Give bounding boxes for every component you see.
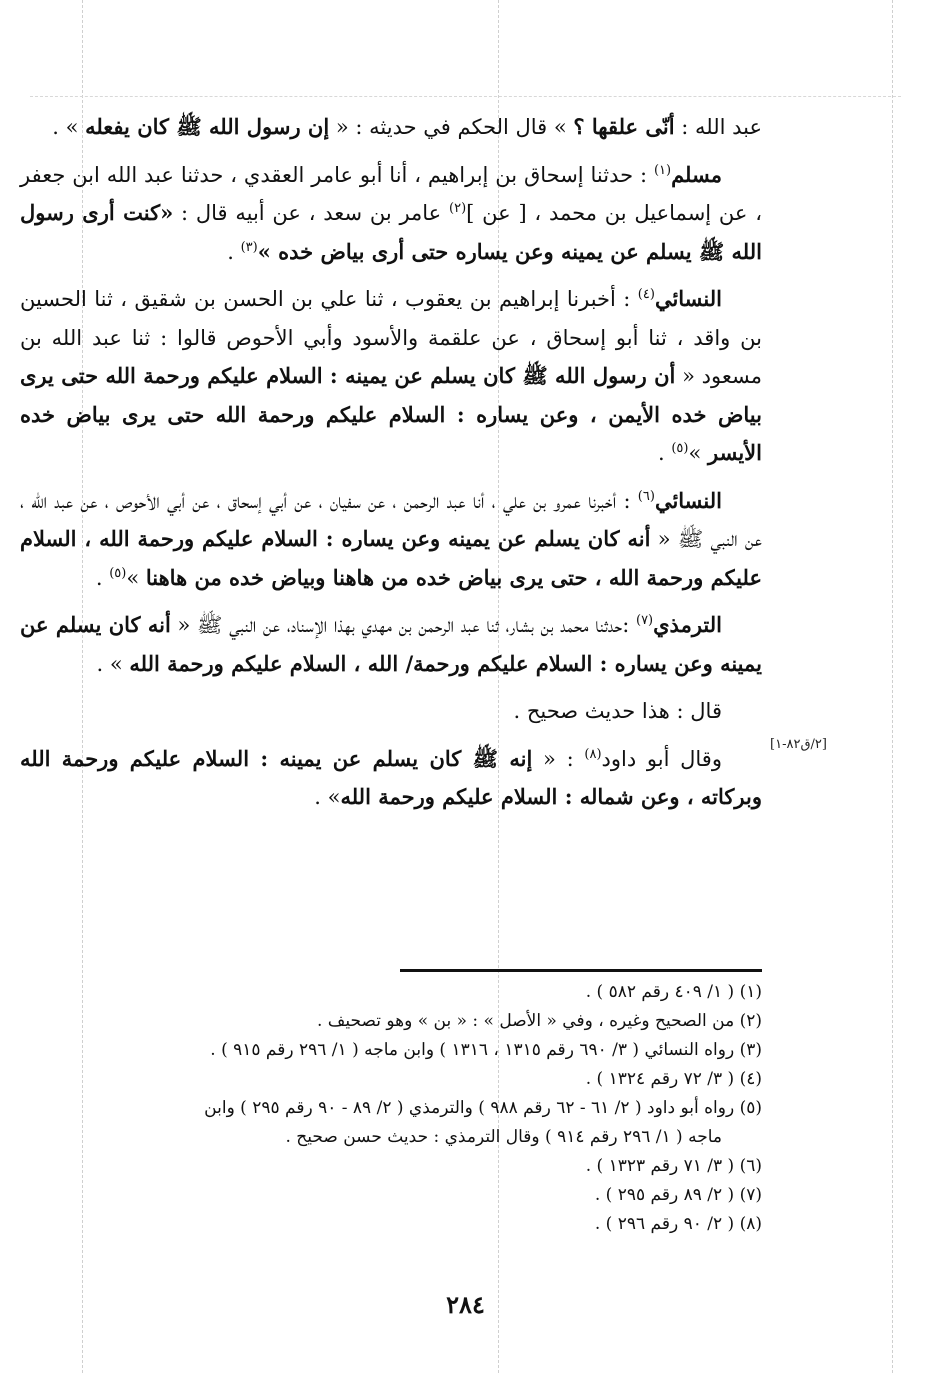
- footnote: (٢) من الصحيح وغيره ، وفي « الأصل » : « بن » وهو تصحيف .: [316, 1011, 762, 1031]
- scan-guide-line: [30, 96, 901, 97]
- footnote-ref: (٤): [637, 287, 655, 302]
- footnote: (٨) ( ٢/ ٩٠ رقم ٢٩٦ ) .: [594, 1214, 762, 1234]
- paragraph-tirmidhi-grade: قال : هذا حديث صحيح .: [513, 699, 722, 723]
- footnote: (١) ( ١/ ٤٠٩ رقم ٥٨٢ ) .: [585, 982, 762, 1002]
- footnote: (٧) ( ٢/ ٨٩ رقم ٢٩٥ ) .: [594, 1185, 762, 1205]
- scan-guide-line: [892, 0, 893, 1373]
- paragraph-abu-dawud: وقال أبو داود$^{(٨)}$ : « إنه ﷺ كان يسلم عن يمينه : السلام عليكم ورحمة الله وبركاته ، وعن شماله : السلام عليكم ورحمة الله» .: [20, 745, 762, 809]
- manuscript-folio-marker: [٢/ق٨٢-١]: [770, 737, 827, 752]
- paragraph-1: عبد الله : أنّى علقها ؟ » قال الحكم في حديثه : « إن رسول الله ﷺ كان يفعله » .: [52, 114, 762, 139]
- page-number: ٢٨٤: [446, 1290, 485, 1319]
- footnotes: [20, 978, 762, 1239]
- paragraph-muslim: مسلم$^{(١)}$ : حدثنا إسحاق بن إبراهيم ، أنا أبو عامر العقدي ، حدثنا عبد الله ابن جعفر ، عن إسماعيل بن محمد ، [ عن ]$^{(٢)}$ عامر بن سعد ، عن أبيه قال : «كنت أرى رسول الله ﷺ يسلم عن يمينه وعن يساره حتى أرى بياض خده »$^{(٣)}$ .: [20, 161, 762, 264]
- footnote-ref: (٢): [449, 201, 467, 216]
- footnote: (٦) ( ٣/ ٧١ رقم ١٣٢٣ ) .: [585, 1156, 762, 1176]
- main-text: [20, 108, 762, 826]
- footnote: (٤) ( ٣/ ٧٢ رقم ١٣٢٤ ) .: [585, 1069, 762, 1089]
- footnote-ref: (٣): [240, 239, 258, 255]
- footnote-ref: (٥): [671, 441, 689, 456]
- footnote: (٥) رواه أبو داود ( ٢/ ٦١ - ٦٢ رقم ٩٨٨ ) والترمذي ( ٢/ ٨٩ - ٩٠ رقم ٢٩٥ ) وابن: [204, 1098, 762, 1118]
- paragraph-tirmidhi: الترمذي$^{(٧)}$ :حدثنا محمد بن بشار، ثنا عبد الرحمن بن مهدي بهذا الإسناد، عن النبي ﷺ « أنه كان يسلم عن يمينه وعن يساره : السلام عليكم ورحمة/ الله ، السلام عليكم ورحمة الله » .: [20, 612, 762, 676]
- footnote-separator: [400, 969, 762, 972]
- footnote-ref: (٥): [109, 565, 127, 581]
- footnote-ref: (١): [653, 162, 672, 178]
- footnote-ref: (٧): [635, 613, 654, 628]
- paragraph-nasai-1: النسائي$^{(٤)}$ : أخبرنا إبراهيم بن يعقوب ، ثنا علي بن الحسن بن شقيق ، ثنا الحسين بن واقد ، ثنا أبو إسحاق ، عن علقمة والأسود وأبي الأحوص قالوا : ثنا عبد الله بن مسعود « أن رسول الله ﷺ كان يسلم عن يمينه : السلام عليكم ورحمة الله حتى يرى بياض خده الأيمن ، وعن يساره : السلام عليكم ورحمة الله حتى يرى بياض خده الأيسر »$^{(٥)}$ .: [20, 286, 762, 465]
- footnote-ref: (٦): [637, 488, 655, 504]
- footnote: (٣) رواه النسائي ( ٣/ ٦٩٠ رقم ١٣١٥ ، ١٣١٦ ) وابن ماجه ( ١/ ٢٩٦ رقم ٩١٥ ) .: [210, 1040, 762, 1060]
- footnote-continuation: ماجه ( ١/ ٢٩٦ رقم ٩١٤ ) وقال الترمذي : حديث حسن صحيح .: [285, 1127, 722, 1147]
- paragraph-nasai-2: النسائي$^{(٦)}$ : أخبرنا عمرو بن علي ، أنا عبد الرحمن ، عن سفيان ، عن أبي إسحاق ، عن أبي الأحوص ، عن عبد الله ، عن النبي ﷺ « أنه كان يسلم عن يمينه وعن يساره : السلام عليكم ورحمة الله ، السلام عليكم ورحمة الله ، حتى يرى بياض خده من هاهنا وبياض خده من هاهنا »$^{(٥)}$ .: [20, 487, 762, 590]
- footnote-ref: (٨): [584, 746, 602, 762]
